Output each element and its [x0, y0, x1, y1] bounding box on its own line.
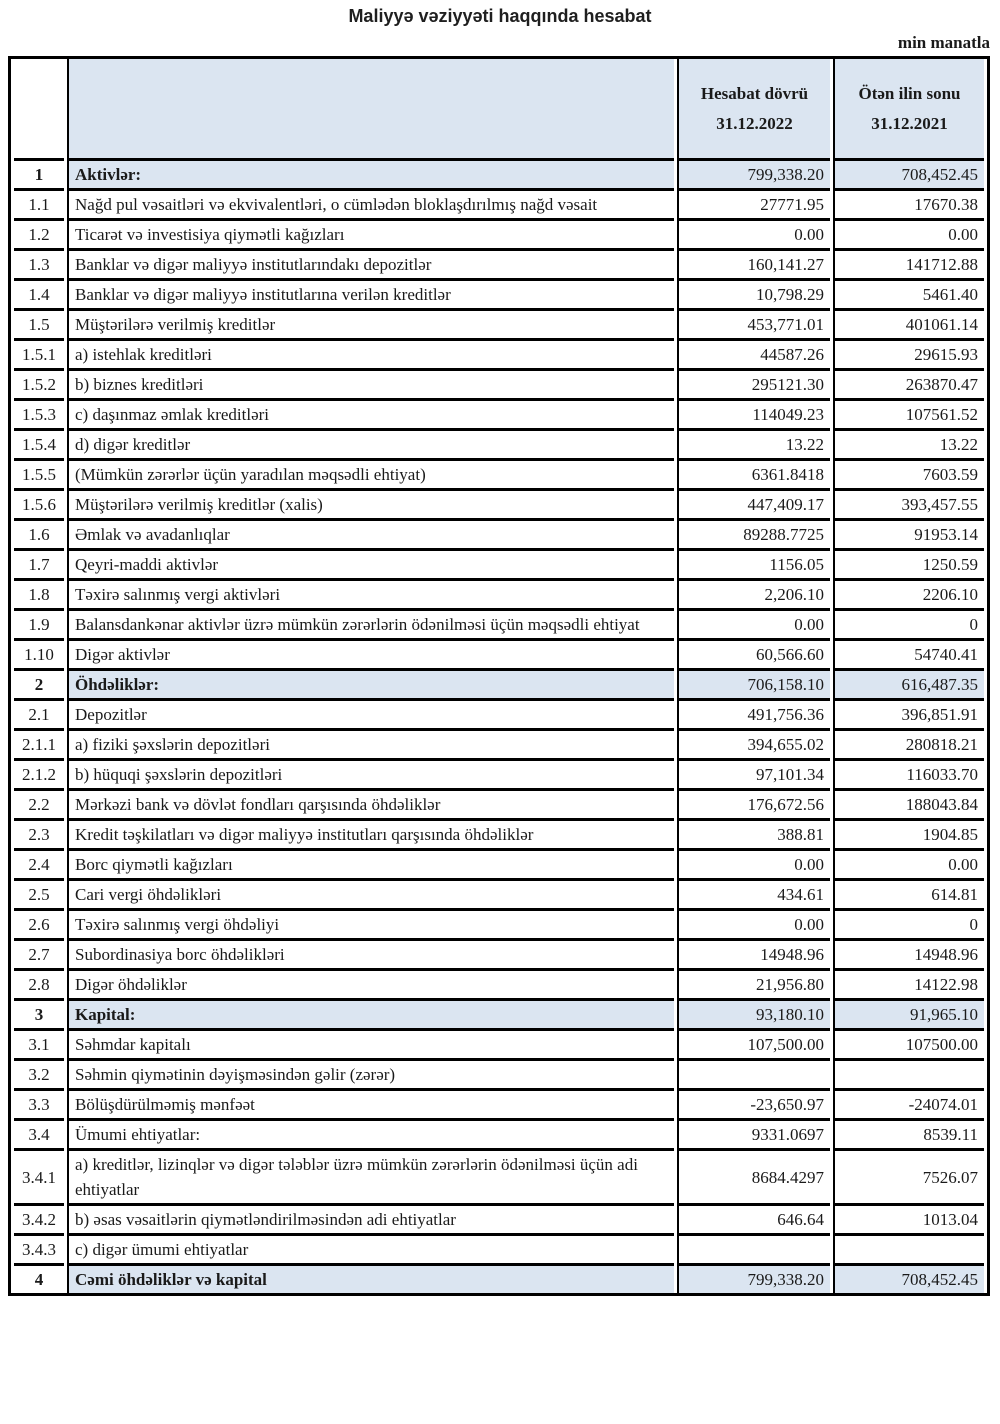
row-label-cell: c) digər ümumi ehtiyatlar: [67, 1233, 674, 1263]
value-2022-cell: 114049.23: [677, 398, 830, 428]
row-number-cell: 1.10: [14, 638, 64, 668]
row-number-cell: 1.5.2: [14, 368, 64, 398]
row-label-cell: Borc qiymətli kağızları: [67, 848, 674, 878]
value-2022-cell: 6361.8418: [677, 458, 830, 488]
table-row: [14, 788, 984, 818]
row-label-cell: a) istehlak kreditləri: [67, 338, 674, 368]
table-header: [14, 59, 984, 158]
row-label-cell: Səhmin qiymətinin dəyişməsindən gəlir (zərər): [67, 1058, 674, 1088]
value-2022-cell: 799,338.20: [677, 158, 830, 188]
row-label-cell: a) fiziki şəxslərin depozitləri: [67, 728, 674, 758]
value-2022-cell: 1156.05: [677, 548, 830, 578]
value-2021-cell: 107500.00: [833, 1028, 984, 1058]
value-2021-cell: 7603.59: [833, 458, 984, 488]
row-number-cell: 2.7: [14, 938, 64, 968]
table-row: [14, 1148, 984, 1203]
financial-position-table: [8, 56, 990, 1296]
value-2021-cell: 263870.47: [833, 368, 984, 398]
value-2021-cell: 0: [833, 908, 984, 938]
value-2021-cell: [833, 1058, 984, 1088]
row-number-cell: 1.9: [14, 608, 64, 638]
header-current-period-cell: [677, 59, 830, 158]
row-number-cell: 1.5.3: [14, 398, 64, 428]
page-title: Maliyyə vəziyyəti haqqında hesabat: [348, 6, 652, 26]
row-number-cell: 1.5.1: [14, 338, 64, 368]
value-2021-cell: 1013.04: [833, 1203, 984, 1233]
row-number-cell: 2.3: [14, 818, 64, 848]
row-label-cell: Mərkəzi bank və dövlət fondları qarşısında öhdəliklər: [67, 788, 674, 818]
row-label-cell: Nağd pul vəsaitləri və ekvivalentləri, o cümlədən bloklaşdırılmış nağd vəsait: [67, 188, 674, 218]
value-2022-cell: 706,158.10: [677, 668, 830, 698]
row-label-cell: Əmlak və avadanlıqlar: [67, 518, 674, 548]
current-period-title: Hesabat dövrü: [700, 83, 809, 103]
row-number-cell: 2.1.1: [14, 728, 64, 758]
row-label-cell: Aktivlər:: [67, 158, 674, 188]
value-2021-cell: 116033.70: [833, 758, 984, 788]
previous-period-date: 31.12.2021: [871, 113, 948, 133]
row-number-cell: 1.5.4: [14, 428, 64, 458]
table-row: [14, 938, 984, 968]
row-number-cell: 2.4: [14, 848, 64, 878]
value-2021-cell: 1250.59: [833, 548, 984, 578]
value-2021-cell: 141712.88: [833, 248, 984, 278]
value-2022-cell: 0.00: [677, 608, 830, 638]
row-number-cell: 1.7: [14, 548, 64, 578]
table-row: [14, 818, 984, 848]
table-row: [14, 1233, 984, 1263]
value-2021-cell: 5461.40: [833, 278, 984, 308]
value-2021-cell: 91953.14: [833, 518, 984, 548]
table-row: [14, 428, 984, 458]
row-label-cell: Kapital:: [67, 998, 674, 1028]
row-label-cell: Depozitlər: [67, 698, 674, 728]
value-2022-cell: 176,672.56: [677, 788, 830, 818]
value-2021-cell: 107561.52: [833, 398, 984, 428]
value-2021-cell: 91,965.10: [833, 998, 984, 1028]
value-2022-cell: 97,101.34: [677, 758, 830, 788]
row-number-cell: 1: [14, 158, 64, 188]
table-row: [14, 368, 984, 398]
table-row: [14, 1118, 984, 1148]
value-2021-cell: 14948.96: [833, 938, 984, 968]
value-2021-cell: 188043.84: [833, 788, 984, 818]
table-row: [14, 1203, 984, 1233]
value-2021-cell: 13.22: [833, 428, 984, 458]
table-row: [14, 638, 984, 668]
table-row: [14, 668, 984, 698]
row-number-cell: 4: [14, 1263, 64, 1293]
table-row: [14, 1088, 984, 1118]
unit-note: min manatla: [897, 33, 990, 52]
value-2022-cell: 13.22: [677, 428, 830, 458]
row-label-cell: Cəmi öhdəliklər və kapital: [67, 1263, 674, 1293]
value-2021-cell: 8539.11: [833, 1118, 984, 1148]
row-label-cell: Müştərilərə verilmiş kreditlər: [67, 308, 674, 338]
value-2021-cell: 1904.85: [833, 818, 984, 848]
table-row: [14, 1263, 984, 1293]
row-label-cell: Banklar və digər maliyyə institutlarındakı depozitlər: [67, 248, 674, 278]
row-number-cell: 1.6: [14, 518, 64, 548]
current-period-date: 31.12.2022: [716, 113, 793, 133]
value-2021-cell: 54740.41: [833, 638, 984, 668]
row-number-cell: 1.5.5: [14, 458, 64, 488]
table-row: [14, 1058, 984, 1088]
value-2022-cell: 0.00: [677, 908, 830, 938]
previous-period-title: Ötən ilin sonu: [858, 83, 961, 103]
value-2022-cell: 89288.7725: [677, 518, 830, 548]
row-label-cell: a) kreditlər, lizinqlər və digər tələblər üzrə mümkün zərərlərin ödənilməsi üçün adi ehtiyatlar: [67, 1148, 674, 1203]
value-2022-cell: 10,798.29: [677, 278, 830, 308]
value-2021-cell: 393,457.55: [833, 488, 984, 518]
value-2021-cell: 2206.10: [833, 578, 984, 608]
value-2021-cell: 614.81: [833, 878, 984, 908]
value-2022-cell: -23,650.97: [677, 1088, 830, 1118]
value-2022-cell: 295121.30: [677, 368, 830, 398]
table-row: [14, 458, 984, 488]
row-label-cell: c) daşınmaz əmlak kreditləri: [67, 398, 674, 428]
row-label-cell: Kredit təşkilatları və digər maliyyə institutları qarşısında öhdəliklər: [67, 818, 674, 848]
value-2021-cell: 708,452.45: [833, 158, 984, 188]
row-label-cell: Digər öhdəliklər: [67, 968, 674, 998]
row-number-cell: 2.2: [14, 788, 64, 818]
header-previous-period-cell: [833, 59, 984, 158]
row-number-cell: 2.6: [14, 908, 64, 938]
row-number-cell: 3.1: [14, 1028, 64, 1058]
table-row: [14, 968, 984, 998]
row-number-cell: 1.3: [14, 248, 64, 278]
value-2022-cell: 453,771.01: [677, 308, 830, 338]
table-row: [14, 878, 984, 908]
value-2021-cell: 0: [833, 608, 984, 638]
value-2021-cell: [833, 1233, 984, 1263]
table-row: [14, 578, 984, 608]
value-2022-cell: 60,566.60: [677, 638, 830, 668]
table-row: [14, 998, 984, 1028]
row-number-cell: 1.4: [14, 278, 64, 308]
table-row: [14, 218, 984, 248]
header-row: [14, 59, 984, 158]
value-2021-cell: 616,487.35: [833, 668, 984, 698]
table-row: [14, 848, 984, 878]
table-row: [14, 548, 984, 578]
table-row: [14, 278, 984, 308]
value-2022-cell: 14948.96: [677, 938, 830, 968]
row-number-cell: 3.4: [14, 1118, 64, 1148]
header-corner-cell: [14, 59, 64, 158]
row-label-cell: Subordinasiya borc öhdəlikləri: [67, 938, 674, 968]
row-label-cell: Banklar və digər maliyyə institutlarına verilən kreditlər: [67, 278, 674, 308]
row-label-cell: Öhdəliklər:: [67, 668, 674, 698]
row-label-cell: Təxirə salınmış vergi öhdəliyi: [67, 908, 674, 938]
row-number-cell: 3.2: [14, 1058, 64, 1088]
header-label-cell: [67, 59, 674, 158]
row-label-cell: b) biznes kreditləri: [67, 368, 674, 398]
row-label-cell: Bölüşdürülməmiş mənfəət: [67, 1088, 674, 1118]
row-number-cell: 3: [14, 998, 64, 1028]
table-row: [14, 1028, 984, 1058]
row-label-cell: Təxirə salınmış vergi aktivləri: [67, 578, 674, 608]
table-row: [14, 698, 984, 728]
row-label-cell: d) digər kreditlər: [67, 428, 674, 458]
table-body: [14, 158, 984, 1293]
value-2022-cell: 491,756.36: [677, 698, 830, 728]
row-label-cell: Digər aktivlər: [67, 638, 674, 668]
row-number-cell: 3.4.1: [14, 1148, 64, 1203]
table-row: [14, 728, 984, 758]
row-label-cell: Qeyri-maddi aktivlər: [67, 548, 674, 578]
value-2022-cell: 646.64: [677, 1203, 830, 1233]
value-2022-cell: [677, 1233, 830, 1263]
value-2021-cell: 29615.93: [833, 338, 984, 368]
table-row: [14, 488, 984, 518]
value-2022-cell: 107,500.00: [677, 1028, 830, 1058]
value-2021-cell: 7526.07: [833, 1148, 984, 1203]
row-number-cell: 1.2: [14, 218, 64, 248]
value-2022-cell: 9331.0697: [677, 1118, 830, 1148]
table-row: [14, 398, 984, 428]
table-row: [14, 908, 984, 938]
table-row: [14, 608, 984, 638]
table-row: [14, 308, 984, 338]
value-2022-cell: [677, 1058, 830, 1088]
value-2022-cell: 8684.4297: [677, 1148, 830, 1203]
value-2021-cell: 401061.14: [833, 308, 984, 338]
value-2021-cell: -24074.01: [833, 1088, 984, 1118]
table-row: [14, 158, 984, 188]
value-2021-cell: 708,452.45: [833, 1263, 984, 1293]
value-2022-cell: 447,409.17: [677, 488, 830, 518]
value-2022-cell: 160,141.27: [677, 248, 830, 278]
row-label-cell: b) əsas vəsaitlərin qiymətləndirilməsindən adi ehtiyatlar: [67, 1203, 674, 1233]
value-2022-cell: 434.61: [677, 878, 830, 908]
value-2022-cell: 27771.95: [677, 188, 830, 218]
row-number-cell: 1.5: [14, 308, 64, 338]
table-row: [14, 248, 984, 278]
row-label-cell: Ticarət və investisiya qiymətli kağızları: [67, 218, 674, 248]
row-number-cell: 3.3: [14, 1088, 64, 1118]
row-label-cell: (Mümkün zərərlər üçün yaradılan məqsədli ehtiyat): [67, 458, 674, 488]
value-2022-cell: 44587.26: [677, 338, 830, 368]
table-row: [14, 758, 984, 788]
row-label-cell: Cari vergi öhdəlikləri: [67, 878, 674, 908]
table-row: [14, 188, 984, 218]
row-label-cell: Balansdankənar aktivlər üzrə mümkün zərərlərin ödənilməsi üçün məqsədli ehtiyat: [67, 608, 674, 638]
row-number-cell: 2: [14, 668, 64, 698]
row-label-cell: Səhmdar kapitalı: [67, 1028, 674, 1058]
value-2022-cell: 394,655.02: [677, 728, 830, 758]
row-label-cell: Ümumi ehtiyatlar:: [67, 1118, 674, 1148]
row-label-cell: b) hüquqi şəxslərin depozitləri: [67, 758, 674, 788]
value-2022-cell: 2,206.10: [677, 578, 830, 608]
value-2021-cell: 17670.38: [833, 188, 984, 218]
value-2021-cell: 14122.98: [833, 968, 984, 998]
row-number-cell: 2.1: [14, 698, 64, 728]
value-2021-cell: 396,851.91: [833, 698, 984, 728]
value-2022-cell: 93,180.10: [677, 998, 830, 1028]
value-2021-cell: 280818.21: [833, 728, 984, 758]
row-number-cell: 3.4.3: [14, 1233, 64, 1263]
value-2022-cell: 388.81: [677, 818, 830, 848]
value-2021-cell: 0.00: [833, 848, 984, 878]
value-2022-cell: 0.00: [677, 848, 830, 878]
row-number-cell: 1.5.6: [14, 488, 64, 518]
row-number-cell: 3.4.2: [14, 1203, 64, 1233]
row-label-cell: Müştərilərə verilmiş kreditlər (xalis): [67, 488, 674, 518]
row-number-cell: 2.8: [14, 968, 64, 998]
value-2022-cell: 0.00: [677, 218, 830, 248]
row-number-cell: 2.1.2: [14, 758, 64, 788]
row-number-cell: 2.5: [14, 878, 64, 908]
table-row: [14, 518, 984, 548]
value-2021-cell: 0.00: [833, 218, 984, 248]
table-row: [14, 338, 984, 368]
row-number-cell: 1.8: [14, 578, 64, 608]
row-number-cell: 1.1: [14, 188, 64, 218]
value-2022-cell: 799,338.20: [677, 1263, 830, 1293]
value-2022-cell: 21,956.80: [677, 968, 830, 998]
